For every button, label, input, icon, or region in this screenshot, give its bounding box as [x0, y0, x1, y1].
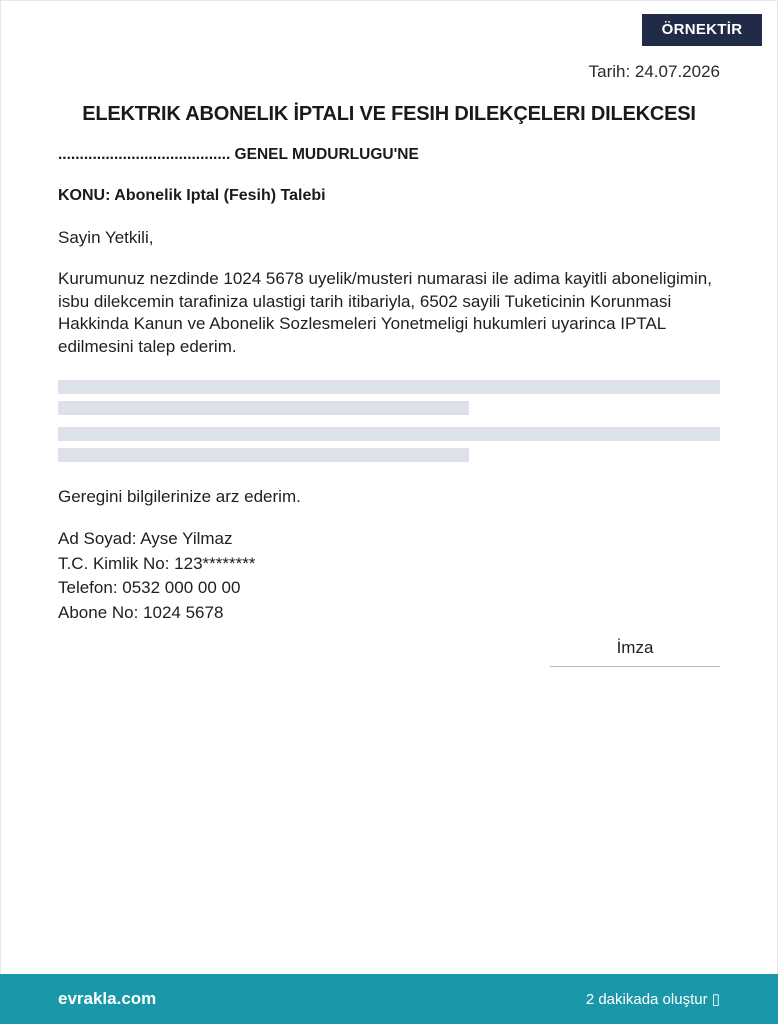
- blurred-text-line: [58, 380, 720, 394]
- signature-label: İmza: [616, 638, 654, 657]
- sample-badge: ÖRNEKTİR: [642, 14, 762, 46]
- blurred-text-line: [58, 448, 469, 462]
- create-document-link[interactable]: 2 dakikada oluştur ▯: [585, 991, 720, 1008]
- blurred-text-line: [58, 427, 720, 441]
- signer-id-number: T.C. Kimlik No: 123********: [58, 553, 256, 573]
- blurred-text-line: [58, 401, 469, 415]
- signer-name: Ad Soyad: Ayse Yilmaz: [58, 529, 233, 548]
- signer-phone: Telefon: 0532 000 00 00: [58, 578, 241, 597]
- signature-line: [550, 666, 720, 667]
- signer-subscriber-no: Abone No: 1024 5678: [58, 602, 224, 622]
- closing-line: Geregini bilgilerinize arz ederim.: [58, 487, 301, 506]
- footer-bar: [0, 974, 778, 1024]
- body-paragraph: Kurumunuz nezdinde 1024 5678 uyelik/musteri numarasi ile adima kayitli aboneligimin, isbu dilekcemin tarafiniza ulastigi tarih itibariyla, 6502 sayili Tuketicinin Korunmasi Hakkinda Kanun ve Abonelik Sozlesmeleri Yonetmeligi hukumleri uyarinca IPTAL edilmesini talep ederim.: [58, 269, 712, 356]
- greeting: Sayin Yetkili,: [58, 228, 154, 247]
- signer-info: [58, 527, 255, 625]
- document-title: ELEKTRIK ABONELIK İPTALI VE FESIH DILEKÇELERI DILEKCESI: [82, 103, 696, 125]
- addressee-line: ........................................ GENEL MUDURLUGU'NE: [58, 146, 419, 163]
- subject-line: KONU: Abonelik Iptal (Fesih) Talebi: [58, 187, 326, 204]
- footer-brand[interactable]: evrakla.com: [58, 989, 157, 1008]
- document-date: Tarih: 24.07.2026: [588, 62, 720, 81]
